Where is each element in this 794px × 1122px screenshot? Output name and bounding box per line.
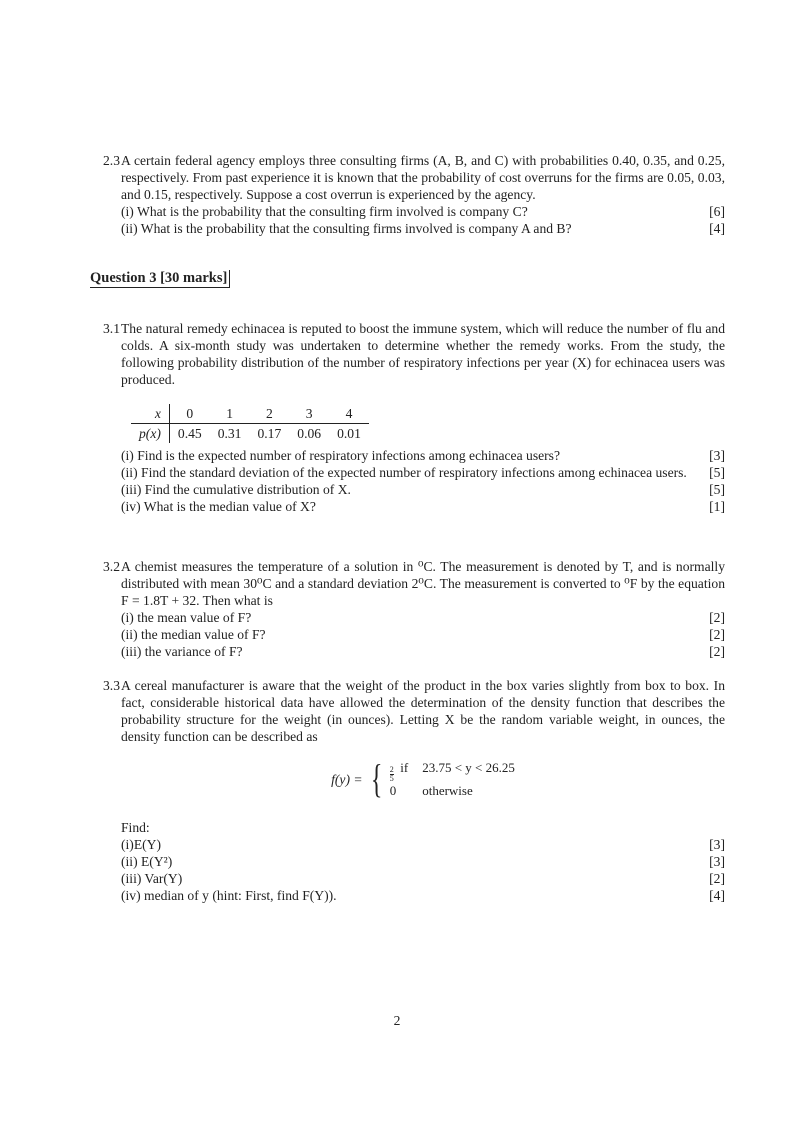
marks: [3] [709,448,725,463]
marks: [2] [709,871,725,886]
sub-question-text: (ii) What is the probability that the consulting firms involved is company A and B? [121,221,572,236]
marks: [6] [709,204,725,219]
marks: [3] [709,837,725,852]
question-number: 2.3 [103,153,120,168]
marks: [3] [709,854,725,869]
sub-question [121,464,725,481]
sub-question [121,853,725,870]
sub-question-text: (ii) the median value of F? [121,627,266,642]
table-cell: 0.06 [297,426,322,441]
question-2-3 [103,152,725,237]
question-number: 3.2 [103,559,120,574]
table-cell: 0.17 [257,426,282,441]
table-cell: 4 [329,404,369,424]
sub-question [121,836,725,853]
marks: [2] [709,644,725,659]
sub-question-text: (iv) median of y (hint: First, find F(Y)). [121,888,337,903]
sub-question [121,481,725,498]
sub-question-text: (iii) Var(Y) [121,871,183,886]
numerator: 2 [389,765,394,774]
sub-question-text: (iii) the variance of F? [121,644,243,659]
marks: [2] [709,610,725,625]
sub-question [121,626,725,643]
brace: { [370,756,382,801]
table-cell: 2 [249,404,289,424]
marks: [5] [709,482,725,497]
sub-question-text: (ii) Find the standard deviation of the expected number of respiratory infections among echinacea users. [121,465,687,480]
question-text: A chemist measures the temperature of a solution in ⁰C. The measurement is denoted by T, and is normally distributed with mean 30⁰C and a standard deviation 2⁰C. The measurement is converted to ⁰F by the equation F = 1.8T + 32. Then what is [121,559,725,608]
sub-question-text: (i)E(Y) [121,837,162,852]
table-cell: 3 [289,404,329,424]
marks: [1] [709,499,725,514]
sub-question [121,447,725,464]
table-header: x [131,404,169,424]
table-header: p(x) [131,424,169,444]
marks: [4] [709,221,725,236]
marks: [5] [709,465,725,480]
probability-table [131,404,369,443]
sub-question-text: (iii) Find the cumulative distribution of X. [121,482,351,497]
table-cell: 0.45 [177,426,202,441]
question-number: 3.1 [103,321,120,336]
zero-case: 0 [389,783,397,798]
sub-question [121,870,725,887]
question-text: A certain federal agency employs three consulting firms (A, B, and C) with probabilities 0.40, 0.35, and 0.25, respectively. From past experience it is known that the probability of cost overruns for the firms are 0.05, 0.03, and 0.15, respectively. Suppose a cost overrun is experienced by the agency. [121,153,725,202]
question-number: 3.3 [103,678,120,693]
sub-question [121,498,725,515]
sub-question-text: (ii) E(Y²) [121,854,173,869]
sub-question-text: (i) the mean value of F? [121,610,252,625]
sub-question [121,220,725,237]
marks: [4] [709,888,725,903]
sub-question [121,887,725,904]
table-cell: 0.31 [217,426,242,441]
page-number: 2 [393,1013,401,1028]
question-text: The natural remedy echinacea is reputed to boost the immune system, which will reduce the number of flu and colds. A six-month study was undertaken to determine whether the remedy works. From the study, the following probability distribution of the number of respiratory infections per year (X) for echinacea users was produced. [121,321,725,387]
condition: 23.75 < y < 26.25 [422,760,515,775]
section-heading: Question 3 [30 marks] [90,270,230,288]
table-cell: 0 [169,404,209,424]
formula-cases [390,760,515,798]
otherwise-text: otherwise [422,783,473,798]
question-3-3 [103,677,725,904]
marks: [2] [709,627,725,642]
table-cell: 0.01 [337,426,361,441]
if-text: if [400,760,409,775]
question-text: A cereal manufacturer is aware that the weight of the product in the box varies slightly from box to box. In fact, considerable historical data have allowed the determination of the density function that describes the probability structure for the weight (in ounces). Letting X be the random variable weight, in ounces, the density function can be described as [121,678,725,744]
sub-question [121,203,725,220]
question-3-2 [103,558,725,660]
sub-question-text: (i) Find is the expected number of respiratory infections among echinacea users? [121,448,560,463]
fraction [390,766,394,783]
sub-question-text: (i) What is the probability that the consulting firm involved is company C? [121,204,528,219]
formula-lhs: f(y) = [331,771,363,787]
table-cell: 1 [210,404,250,424]
denominator: 5 [389,774,394,783]
find-label: Find: [121,820,150,835]
sub-question [121,609,725,626]
question-3-1 [103,320,725,515]
sub-question [121,643,725,660]
density-function [121,756,725,801]
sub-question-text: (iv) What is the median value of X? [121,499,316,514]
